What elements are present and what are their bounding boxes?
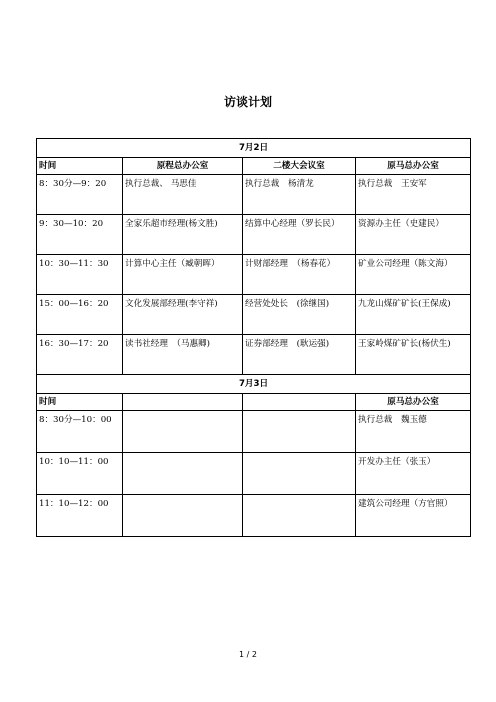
interviewee-cell: 全家乐超市经理(杨文胜) [123, 215, 243, 255]
column-header-room: 原马总办公室 [356, 394, 471, 411]
table-row [37, 453, 471, 495]
interviewee-cell: 读书社经理 （马惠卿) [123, 335, 243, 375]
interviewee-cell: 开发办主任（张玉） [356, 453, 471, 495]
interviewee-cell: 执行总裁 王安军 [356, 175, 471, 215]
column-header-room: 原程总办公室 [123, 158, 243, 175]
time-cell: 10：30—11：30 [37, 255, 123, 295]
day-header-row [37, 375, 471, 394]
interviewee-cell: 执行总裁 魏玉德 [356, 411, 471, 453]
column-header-row [37, 158, 471, 175]
table-row [37, 335, 471, 375]
interviewee-cell [243, 411, 356, 453]
column-header-room [123, 394, 243, 411]
time-cell: 9：30—10：20 [37, 215, 123, 255]
column-header-time: 时间 [37, 158, 123, 175]
page-number: 1 / 2 [239, 650, 257, 659]
day-header-row [37, 139, 471, 158]
time-cell: 10：10—11：00 [37, 453, 123, 495]
day-date: 7月2日 [37, 139, 471, 158]
interviewee-cell: 经营处处长 (徐继国) [243, 295, 356, 335]
interviewee-cell: 建筑公司经理（方官照） [356, 495, 471, 537]
interviewee-cell: 证券部经理 (耿运强) [243, 335, 356, 375]
table-row [37, 215, 471, 255]
interviewee-cell: 执行总裁 杨清龙 [243, 175, 356, 215]
table-row [37, 255, 471, 295]
interviewee-cell: 文化发展部经理(李守祥) [123, 295, 243, 335]
interviewee-cell [123, 453, 243, 495]
time-cell: 8：30分—9：20 [37, 175, 123, 215]
table-row [37, 175, 471, 215]
time-cell: 11：10—12：00 [37, 495, 123, 537]
interviewee-cell: 矿业公司经理（陈文海） [356, 255, 471, 295]
interviewee-cell: 九龙山煤矿矿长(王保成) [356, 295, 471, 335]
table-row [37, 495, 471, 537]
interviewee-cell: 王家岭煤矿矿长(杨伏生) [356, 335, 471, 375]
column-header-time: 时间 [37, 394, 123, 411]
table-row [37, 295, 471, 335]
interviewee-cell: 执行总裁、 马思佳 [123, 175, 243, 215]
table-row [37, 411, 471, 453]
interviewee-cell [123, 411, 243, 453]
column-header-room: 原马总办公室 [356, 158, 471, 175]
column-header-room: 二楼大会议室 [243, 158, 356, 175]
interviewee-cell: 资源办主任（史建民） [356, 215, 471, 255]
interviewee-cell [243, 495, 356, 537]
time-cell: 16：30—17：20 [37, 335, 123, 375]
column-header-row [37, 394, 471, 411]
interviewee-cell [243, 453, 356, 495]
page-title: 访谈计划 [223, 95, 272, 109]
time-cell: 15：00—16：20 [37, 295, 123, 335]
interviewee-cell [123, 495, 243, 537]
column-header-room [243, 394, 356, 411]
interview-schedule-table [36, 138, 471, 537]
time-cell: 8：30分—10：00 [37, 411, 123, 453]
interviewee-cell: 结算中心经理（罗长民） [243, 215, 356, 255]
interviewee-cell: 计财部经理 （杨春花） [243, 255, 356, 295]
interviewee-cell: 计算中心主任（臧朝晖） [123, 255, 243, 295]
day-date: 7月3日 [37, 375, 471, 394]
